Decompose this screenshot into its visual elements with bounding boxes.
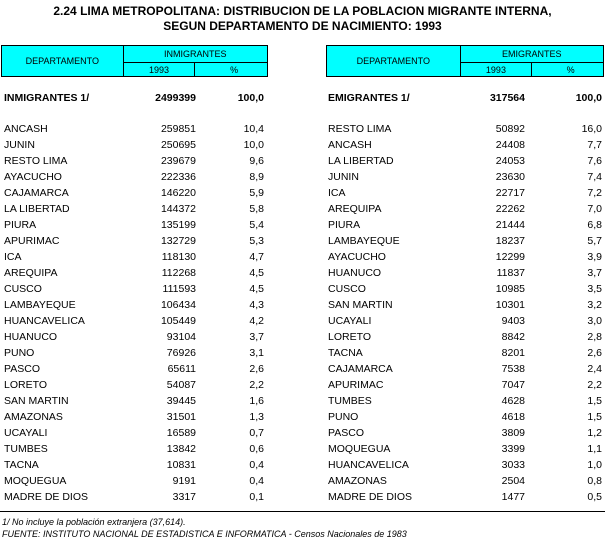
department-name: PIURA	[4, 219, 37, 231]
table-row	[4, 202, 268, 218]
percent-value: 3,9	[587, 251, 602, 263]
population-value: 22717	[495, 187, 525, 199]
inmigrantes-total-row	[4, 91, 268, 105]
inmigrantes-list	[4, 122, 268, 506]
percent-value: 3,7	[249, 331, 264, 343]
header-departamento: DEPARTAMENTO	[2, 46, 124, 77]
header-emigrantes: EMIGRANTES	[460, 46, 603, 63]
table-row	[328, 394, 604, 410]
emigrantes-header	[326, 45, 604, 77]
department-name: ANCASH	[4, 123, 48, 135]
population-value: 50892	[495, 123, 525, 135]
table-row	[328, 282, 604, 298]
percent-value: 3,5	[587, 283, 602, 295]
department-name: APURIMAC	[328, 379, 384, 391]
department-name: TACNA	[4, 459, 39, 471]
percent-value: 5,4	[249, 219, 264, 231]
population-value: 23630	[495, 171, 525, 183]
percent-value: 4,5	[249, 283, 264, 295]
table-row	[4, 234, 268, 250]
percent-value: 0,4	[249, 475, 264, 487]
percent-value: 4,2	[249, 315, 264, 327]
table-row	[328, 218, 604, 234]
table-row	[328, 298, 604, 314]
inmigrantes-header	[1, 45, 268, 77]
source-note: FUENTE: INSTITUTO NACIONAL DE ESTADISTICA E INFORMATICA - Censos Nacionales de 1983	[2, 529, 407, 539]
population-value: 18237	[495, 235, 525, 247]
percent-value: 1,6	[249, 395, 264, 407]
population-value: 24408	[495, 139, 525, 151]
table-row	[4, 298, 268, 314]
table-row	[4, 218, 268, 234]
percent-value: 1,3	[249, 411, 264, 423]
table-row	[4, 250, 268, 266]
department-name: TUMBES	[4, 443, 48, 455]
percent-value: 5,7	[587, 235, 602, 247]
population-value: 9403	[501, 315, 525, 327]
table-row	[4, 346, 268, 362]
table-row	[4, 186, 268, 202]
population-value: 3033	[501, 459, 525, 471]
department-name: AYACUCHO	[4, 171, 62, 183]
population-value: 10985	[495, 283, 525, 295]
population-value: 10301	[495, 299, 525, 311]
percent-value: 5,8	[249, 203, 264, 215]
percent-value: 7,7	[587, 139, 602, 151]
department-name: LORETO	[328, 331, 371, 343]
table-row	[4, 362, 268, 378]
table-row	[328, 154, 604, 170]
percent-value: 1,5	[587, 411, 602, 423]
department-name: UCAYALI	[4, 427, 48, 439]
table-row	[328, 442, 604, 458]
population-value: 132729	[160, 235, 196, 247]
header-departamento: DEPARTAMENTO	[327, 46, 461, 77]
population-value: 21444	[495, 219, 525, 231]
table-row	[328, 170, 604, 186]
department-name: PASCO	[4, 363, 40, 375]
emigrantes-list	[328, 122, 604, 506]
population-value: 65611	[167, 363, 196, 375]
table-row	[328, 362, 604, 378]
footer-divider	[0, 511, 605, 512]
table-row	[4, 330, 268, 346]
department-name: HUANCAVELICA	[4, 315, 85, 327]
department-name: SAN MARTIN	[4, 395, 69, 407]
percent-value: 7,4	[587, 171, 602, 183]
department-name: PIURA	[328, 219, 361, 231]
total-value: 317564	[489, 92, 525, 104]
population-value: 8842	[501, 331, 525, 343]
table-row	[4, 314, 268, 330]
percent-value: 4,7	[249, 251, 264, 263]
department-name: ICA	[328, 187, 346, 199]
percent-value: 1,0	[587, 459, 602, 471]
population-value: 9191	[172, 475, 196, 487]
table-row	[328, 234, 604, 250]
table-row	[4, 458, 268, 474]
header-percent: %	[195, 63, 268, 77]
header-inmigrantes: INMIGRANTES	[123, 46, 267, 63]
header-year: 1993	[123, 63, 195, 77]
department-name: CAJAMARCA	[328, 363, 393, 375]
population-value: 39445	[166, 395, 196, 407]
population-value: 112268	[161, 267, 196, 279]
population-value: 22262	[495, 203, 525, 215]
table-row	[328, 330, 604, 346]
department-name: HUANCAVELICA	[328, 459, 409, 471]
population-value: 7047	[501, 379, 525, 391]
table-row	[328, 426, 604, 442]
percent-value: 6,8	[587, 219, 602, 231]
population-value: 3809	[501, 427, 525, 439]
department-name: AYACUCHO	[328, 251, 386, 263]
department-name: PASCO	[328, 427, 364, 439]
percent-value: 0,8	[587, 475, 602, 487]
percent-value: 9,6	[249, 155, 264, 167]
population-value: 93104	[166, 331, 196, 343]
population-value: 118130	[161, 251, 196, 263]
population-value: 2504	[501, 475, 525, 487]
percent-value: 0,4	[249, 459, 264, 471]
department-name: AMAZONAS	[328, 475, 387, 487]
department-name: MOQUEGUA	[328, 443, 391, 455]
population-value: 31501	[166, 411, 196, 423]
percent-value: 0,5	[587, 491, 602, 503]
department-name: APURIMAC	[4, 235, 60, 247]
table-row	[328, 410, 604, 426]
percent-value: 3,0	[587, 315, 602, 327]
title-line-1: 2.24 LIMA METROPOLITANA: DISTRIBUCION DE LA POBLACION MIGRANTE INTERNA,	[53, 4, 552, 18]
percent-value: 7,6	[587, 155, 602, 167]
department-name: LAMBAYEQUE	[328, 235, 400, 247]
department-name: MOQUEGUA	[4, 475, 67, 487]
population-value: 146220	[160, 187, 196, 199]
percent-value: 3,1	[249, 347, 264, 359]
table-row	[4, 138, 268, 154]
title-line-2: SEGUN DEPARTAMENTO DE NACIMIENTO: 1993	[163, 19, 442, 33]
table-row	[328, 314, 604, 330]
department-name: JUNIN	[328, 171, 359, 183]
percent-value: 10,0	[243, 139, 264, 151]
percent-value: 0,7	[249, 427, 264, 439]
department-name: HUANUCO	[4, 331, 58, 343]
table-row	[328, 122, 604, 138]
percent-value: 2,4	[587, 363, 602, 375]
percent-value: 4,5	[249, 267, 264, 279]
population-value: 250695	[160, 139, 196, 151]
population-value: 13842	[166, 443, 196, 455]
table-row	[328, 202, 604, 218]
percent-value: 7,0	[587, 203, 602, 215]
percent-value: 10,4	[243, 123, 264, 135]
emigrantes-total-row	[328, 91, 604, 105]
percent-value: 8,9	[249, 171, 264, 183]
table-row	[4, 394, 268, 410]
percent-value: 0,1	[249, 491, 264, 503]
population-value: 16589	[166, 427, 196, 439]
percent-value: 2,6	[587, 347, 602, 359]
population-value: 222336	[160, 171, 196, 183]
table-row	[4, 474, 268, 490]
population-value: 8201	[501, 347, 525, 359]
total-percent: 100,0	[575, 92, 602, 104]
percent-value: 2,6	[249, 363, 264, 375]
department-name: ANCASH	[328, 139, 372, 151]
department-name: HUANUCO	[328, 267, 382, 279]
population-value: 4628	[501, 395, 525, 407]
department-name: UCAYALI	[328, 315, 372, 327]
department-name: RESTO LIMA	[4, 155, 68, 167]
table-row	[328, 266, 604, 282]
population-value: 7538	[501, 363, 525, 375]
population-value: 105449	[160, 315, 196, 327]
population-value: 106434	[160, 299, 196, 311]
department-name: CAJAMARCA	[4, 187, 69, 199]
percent-value: 16,0	[581, 123, 602, 135]
percent-value: 2,2	[249, 379, 264, 391]
percent-value: 4,3	[249, 299, 264, 311]
population-value: 111593	[162, 283, 196, 295]
table-row	[328, 186, 604, 202]
department-name: LAMBAYEQUE	[4, 299, 76, 311]
percent-value: 1,1	[587, 443, 602, 455]
population-value: 135199	[160, 219, 196, 231]
percent-value: 3,7	[587, 267, 602, 279]
department-name: LORETO	[4, 379, 47, 391]
table-row	[328, 250, 604, 266]
department-name: PUNO	[4, 347, 35, 359]
percent-value: 2,2	[587, 379, 602, 391]
department-name: LA LIBERTAD	[4, 203, 70, 215]
table-row	[328, 458, 604, 474]
header-year: 1993	[460, 63, 532, 77]
population-value: 144372	[160, 203, 196, 215]
table-row	[4, 154, 268, 170]
table-row	[328, 138, 604, 154]
percent-value: 0,6	[249, 443, 264, 455]
header-percent: %	[532, 63, 604, 77]
population-value: 12299	[495, 251, 525, 263]
table-row	[4, 282, 268, 298]
population-value: 3317	[172, 491, 196, 503]
department-name: CUSCO	[328, 283, 366, 295]
department-name: AMAZONAS	[4, 411, 63, 423]
table-row	[4, 410, 268, 426]
department-name: MADRE DE DIOS	[4, 491, 89, 503]
population-value: 54087	[166, 379, 196, 391]
population-value: 76926	[166, 347, 196, 359]
department-name: SAN MARTIN	[328, 299, 393, 311]
population-value: 239679	[160, 155, 196, 167]
total-label: INMIGRANTES 1/	[4, 92, 90, 104]
department-name: CUSCO	[4, 283, 42, 295]
total-percent: 100,0	[237, 92, 264, 104]
percent-value: 7,2	[587, 187, 602, 199]
table-row	[4, 170, 268, 186]
table-row	[4, 442, 268, 458]
population-value: 3399	[501, 443, 525, 455]
table-row	[4, 266, 268, 282]
population-value: 4618	[501, 411, 525, 423]
percent-value: 1,2	[587, 427, 602, 439]
table-row	[4, 490, 268, 506]
percent-value: 2,8	[587, 331, 602, 343]
table-row	[328, 346, 604, 362]
table-row	[328, 378, 604, 394]
table-row	[4, 378, 268, 394]
table-row	[328, 490, 604, 506]
footnote: 1/ No incluye la población extranjera (37,614).	[2, 517, 186, 527]
table-row	[4, 122, 268, 138]
department-name: PUNO	[328, 411, 359, 423]
department-name: AREQUIPA	[4, 267, 58, 279]
total-value: 2499399	[155, 92, 196, 104]
table-row	[328, 474, 604, 490]
population-value: 10831	[166, 459, 196, 471]
percent-value: 5,9	[249, 187, 264, 199]
department-name: AREQUIPA	[328, 203, 382, 215]
population-value: 11837	[496, 267, 525, 279]
percent-value: 1,5	[587, 395, 602, 407]
population-value: 24053	[495, 155, 525, 167]
department-name: LA LIBERTAD	[328, 155, 394, 167]
department-name: TUMBES	[328, 395, 372, 407]
total-label: EMIGRANTES 1/	[328, 92, 410, 104]
percent-value: 5,3	[249, 235, 264, 247]
department-name: RESTO LIMA	[328, 123, 392, 135]
department-name: MADRE DE DIOS	[328, 491, 413, 503]
population-value: 259851	[160, 123, 196, 135]
department-name: TACNA	[328, 347, 363, 359]
department-name: ICA	[4, 251, 22, 263]
population-value: 1477	[501, 491, 525, 503]
department-name: JUNIN	[4, 139, 35, 151]
table-row	[4, 426, 268, 442]
percent-value: 3,2	[587, 299, 602, 311]
